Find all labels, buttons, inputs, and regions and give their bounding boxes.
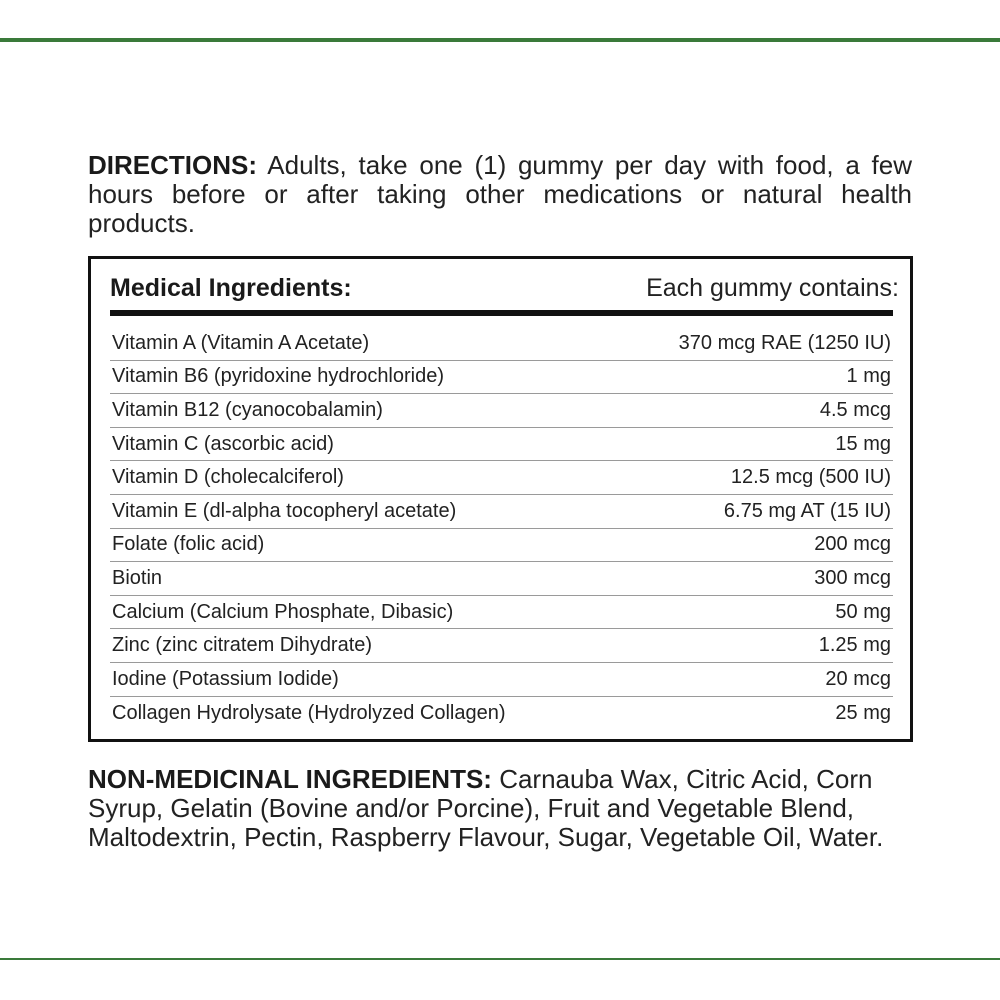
ingredient-amount: 25 mg <box>835 701 891 724</box>
ingredient-name: Folate (folic acid) <box>112 533 265 556</box>
ingredient-name: Calcium (Calcium Phosphate, Dibasic) <box>112 600 454 623</box>
directions-paragraph <box>88 151 912 238</box>
ingredient-row <box>110 495 893 529</box>
ingredient-amount: 6.75 mg AT (15 IU) <box>723 499 891 522</box>
ingredient-row <box>110 361 893 395</box>
ingredient-name: Biotin <box>112 566 163 589</box>
ingredient-name: Vitamin A (Vitamin A Acetate) <box>112 331 370 354</box>
ingredient-name: Collagen Hydrolysate (Hydrolyzed Collagen) <box>112 701 506 724</box>
non-medicinal-paragraph <box>88 765 912 852</box>
ingredient-row <box>110 428 893 462</box>
top-divider <box>0 38 1000 42</box>
panel-header <box>110 271 899 305</box>
bottom-divider <box>0 958 1000 960</box>
ingredient-row <box>110 461 893 495</box>
medical-ingredients-heading: Medical Ingredients: <box>110 273 352 302</box>
per-gummy-label: Each gummy contains: <box>646 273 899 302</box>
ingredient-name: Vitamin C (ascorbic acid) <box>112 432 334 455</box>
ingredient-amount: 50 mg <box>835 600 891 623</box>
ingredient-row <box>110 562 893 596</box>
ingredient-name: Vitamin B6 (pyridoxine hydrochloride) <box>112 365 445 388</box>
ingredient-row <box>110 629 893 663</box>
ingredient-row <box>110 697 893 731</box>
header-rule <box>110 310 893 316</box>
ingredient-name: Vitamin E (dl-alpha tocopheryl acetate) <box>112 499 457 522</box>
ingredient-amount: 4.5 mcg <box>819 398 891 421</box>
ingredient-amount: 12.5 mcg (500 IU) <box>730 466 891 489</box>
medical-ingredients-panel <box>88 256 913 742</box>
ingredient-name: Vitamin D (cholecalciferol) <box>112 466 344 489</box>
ingredient-name: Zinc (zinc citratem Dihydrate) <box>112 634 373 657</box>
ingredient-name: Vitamin B12 (cyanocobalamin) <box>112 398 383 421</box>
ingredient-amount: 15 mg <box>835 432 891 455</box>
ingredient-amount: 200 mcg <box>814 533 891 556</box>
ingredient-amount: 300 mcg <box>814 566 891 589</box>
ingredient-amount: 1.25 mg <box>818 634 891 657</box>
ingredient-list <box>110 327 893 730</box>
non-medicinal-text: Carnauba Wax, Citric Acid, Corn Syrup, Gelatin (Bovine and/or Porcine), Fruit and Vegetable Blend, Maltodextrin, Pectin, Raspberry Flavour, Sugar, Vegetable Oil, Water. <box>88 764 884 852</box>
directions-label: DIRECTIONS: <box>88 150 257 180</box>
ingredient-row <box>110 663 893 697</box>
ingredient-amount: 1 mg <box>846 365 891 388</box>
ingredient-name: Iodine (Potassium Iodide) <box>112 667 339 690</box>
ingredient-row <box>110 327 893 361</box>
ingredient-row <box>110 529 893 563</box>
non-medicinal-label: NON-MEDICINAL INGREDIENTS: <box>88 764 492 794</box>
ingredient-amount: 20 mcg <box>825 667 891 690</box>
ingredient-row <box>110 596 893 630</box>
ingredient-row <box>110 394 893 428</box>
directions-text: Adults, take one (1) gummy per day with food, a few hours before or after taking other medications or natural health products. <box>88 150 912 238</box>
ingredient-amount: 370 mcg RAE (1250 IU) <box>678 331 891 354</box>
